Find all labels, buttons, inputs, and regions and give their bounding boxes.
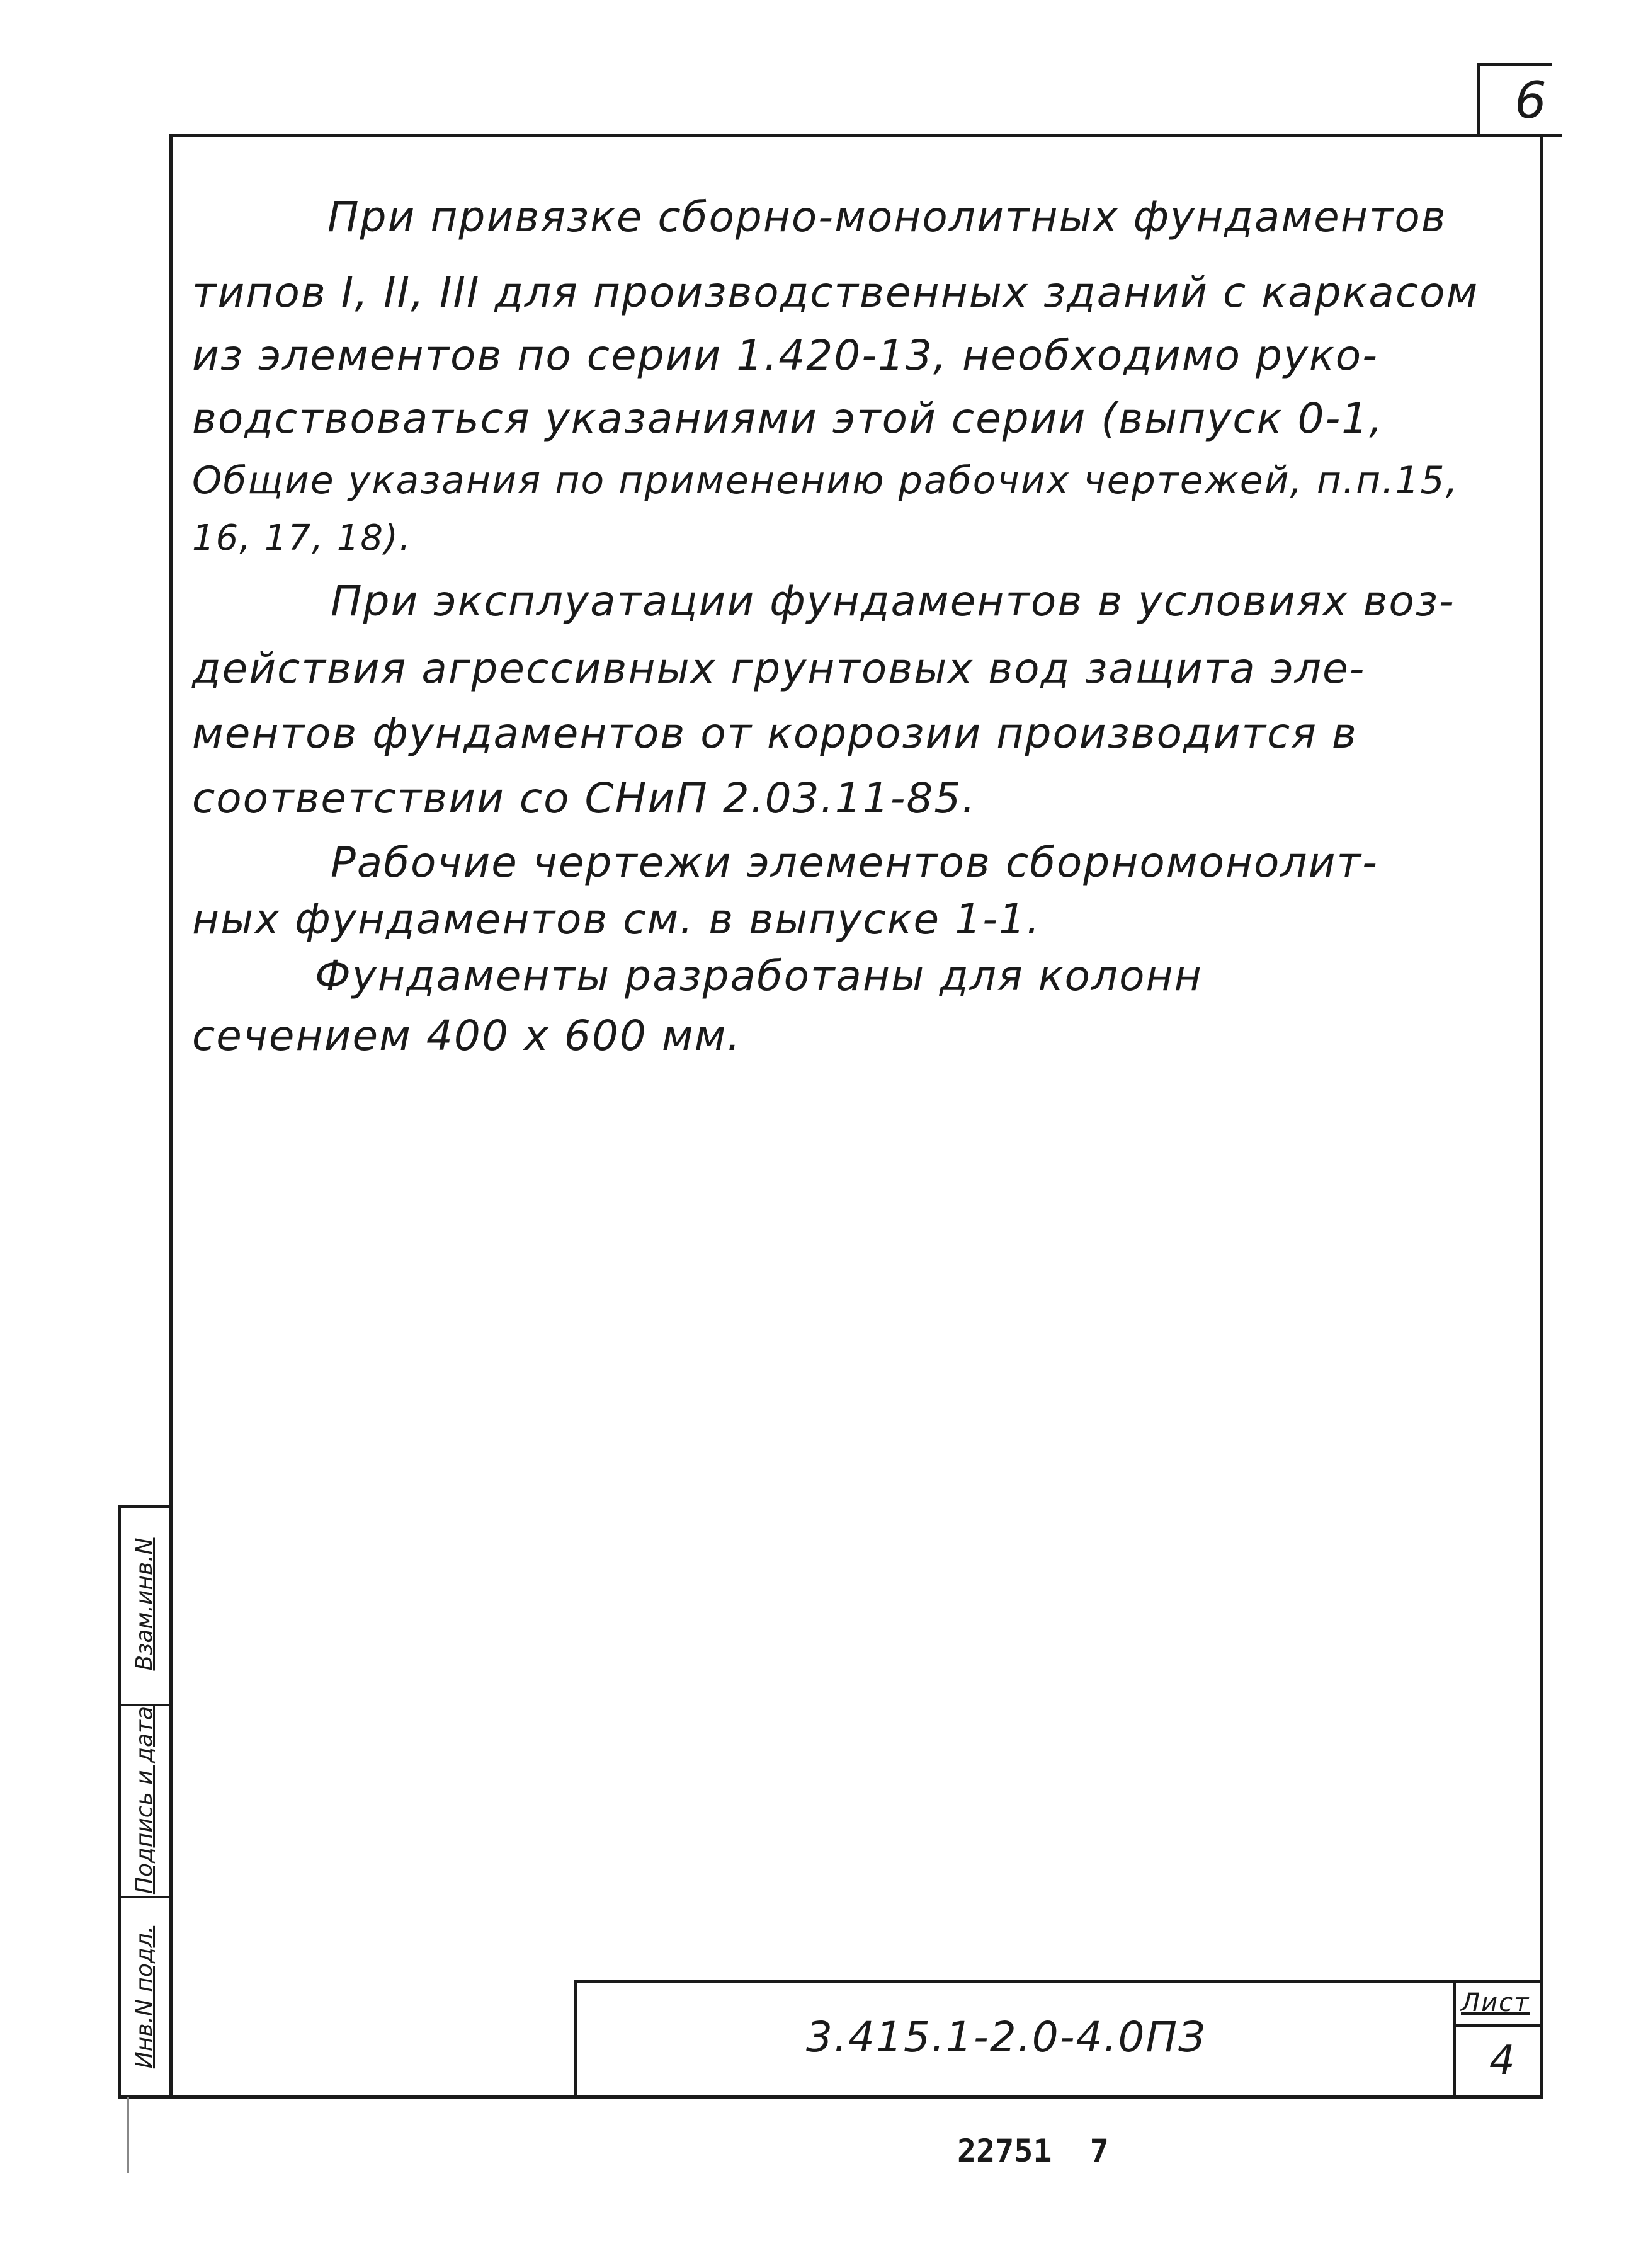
body-line-11: Рабочие чертежи элементов сборномонолит- <box>331 838 1378 887</box>
body-line-6: 16, 17, 18). <box>192 518 412 559</box>
side-label-podpis-data: Подпись и дата <box>132 1706 157 1895</box>
page-corner-number: 6 <box>1514 71 1548 130</box>
body-line-5: Общие указания по применению рабочих чертежей, п.п.15, <box>192 459 1459 503</box>
title-block-sheet-label-line <box>1453 2024 1543 2027</box>
side-label-vzam-inv: Взам.инв.N <box>132 1537 157 1671</box>
side-stamp-top-line <box>118 1505 171 1508</box>
frame-top-line <box>170 134 1562 137</box>
footer-stamp-number: 22751 7 <box>957 2133 1109 2169</box>
frame-left-line <box>169 134 173 2099</box>
body-line-2: типов I, II, III для производственных зданий с каркасом <box>192 268 1479 317</box>
body-line-8: действия агрессивных грунтовых вод защита эле- <box>192 644 1366 693</box>
body-line-10: соответствии со СНиП 2.03.11-85. <box>192 774 977 823</box>
body-line-9: ментов фундаментов от коррозии производится в <box>192 709 1358 758</box>
side-stamp-divider-2 <box>118 1896 171 1898</box>
body-line-1: При привязке сборно-монолитных фундаментов <box>327 193 1447 241</box>
body-line-13: Фундаменты разработаны для колонн <box>315 952 1203 1000</box>
side-stamp-tail-mark <box>127 2097 129 2173</box>
sheet-number: 4 <box>1489 2037 1516 2084</box>
body-line-14: сечением 400 x 600 мм. <box>192 1011 742 1060</box>
body-line-7: При эксплуатации фундаментов в условиях воз- <box>331 577 1455 625</box>
corner-box-left-line <box>1477 63 1480 135</box>
sheet-label: Лист <box>1461 1988 1530 2017</box>
title-block-top-line <box>574 1980 1543 1983</box>
body-line-4: водствоваться указаниями этой серии (выпуск 0-1, <box>192 394 1384 443</box>
corner-box-top-line <box>1477 63 1552 66</box>
side-stamp-left-line <box>118 1505 121 2099</box>
doc-code: 3.415.1-2.0-4.0ПЗ <box>806 2013 1207 2061</box>
title-block-sheet-divider <box>1453 1980 1456 2099</box>
side-label-inv-podl: Инв.N подл. <box>132 1925 157 2069</box>
frame-right-line <box>1540 134 1543 2099</box>
body-line-3: из элементов по серии 1.420-13, необходимо руко- <box>192 331 1378 380</box>
body-line-12: ных фундаментов см. в выпуске 1-1. <box>192 895 1041 943</box>
frame-bottom-line <box>120 2095 1543 2099</box>
title-block-left-line <box>574 1980 577 2099</box>
